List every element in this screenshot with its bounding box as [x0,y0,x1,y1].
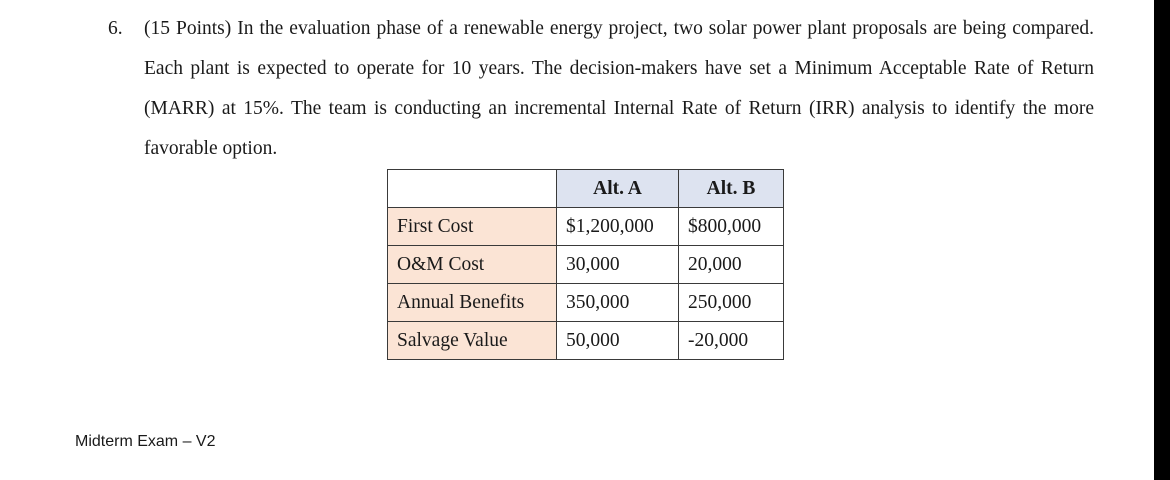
table-row [388,284,784,322]
question-text: (15 Points) In the evaluation phase of a renewable energy project, two solar power plant proposals are being compared. Each plant is expected to operate for 10 years. The decision-makers have set a Minimum Acceptable Rate of Return (MARR) at 15%. The team is conducting an incremental Internal Rate of Return (IRR) analysis to identify the more favorable option. [144,18,1094,159]
question-number: 6. [108,18,123,39]
row-label-salvage-value: Salvage Value [388,322,557,360]
cell-alt-b: $800,000 [679,208,784,246]
alternatives-table [387,169,784,360]
row-label-annual-benefits: Annual Benefits [388,284,557,322]
header-alt-b: Alt. B [679,170,784,208]
header-alt-a: Alt. A [557,170,679,208]
table-row [388,246,784,284]
cell-alt-a: $1,200,000 [557,208,679,246]
table-header-row [388,170,784,208]
cell-alt-a: 50,000 [557,322,679,360]
cell-alt-b: 250,000 [679,284,784,322]
cell-alt-a: 30,000 [557,246,679,284]
cell-alt-b: -20,000 [679,322,784,360]
page-footer: Midterm Exam – V2 [75,433,216,450]
cell-alt-b: 20,000 [679,246,784,284]
table-corner-cell [388,170,557,208]
row-label-first-cost: First Cost [388,208,557,246]
table-row [388,322,784,360]
table-row [388,208,784,246]
question-block [108,9,1094,169]
row-label-om-cost: O&M Cost [388,246,557,284]
cell-alt-a: 350,000 [557,284,679,322]
